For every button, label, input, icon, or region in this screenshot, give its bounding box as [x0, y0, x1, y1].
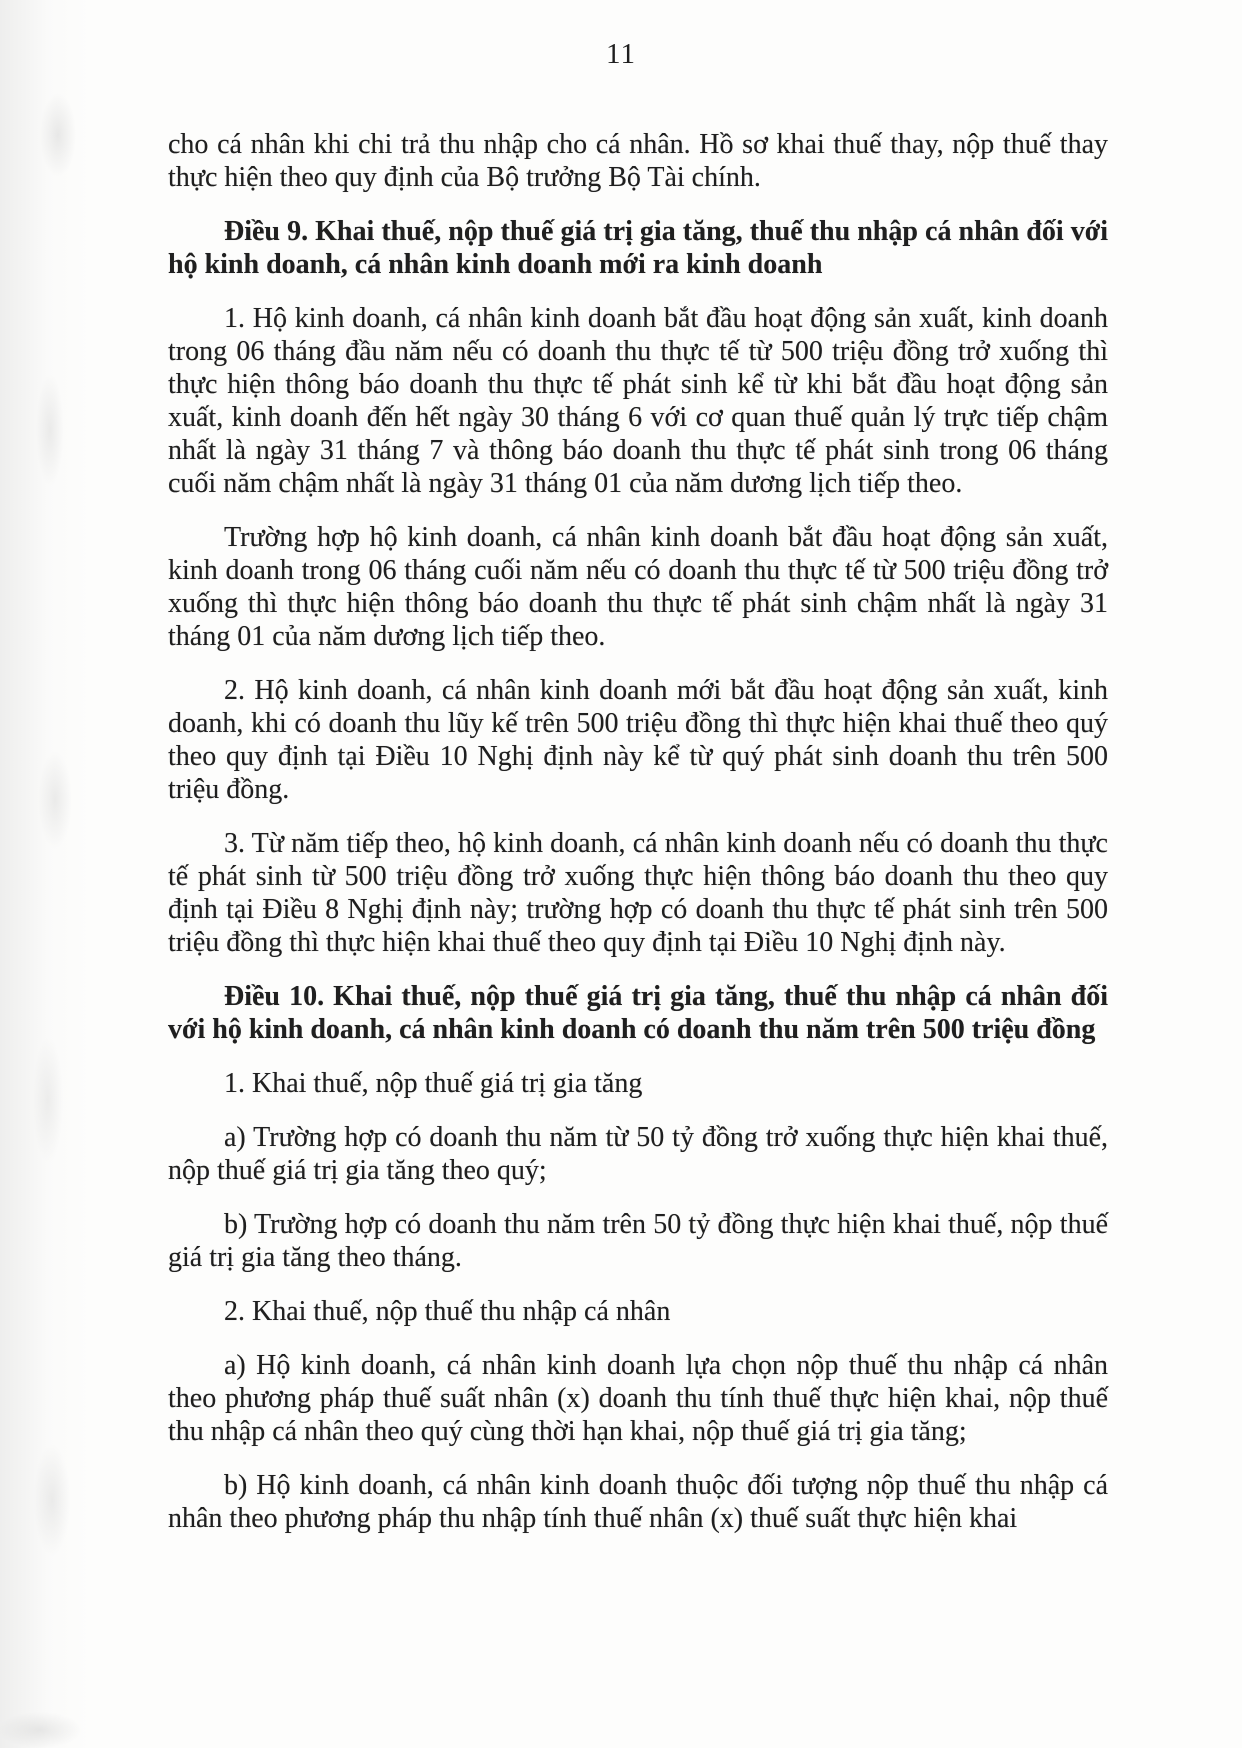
- article-9-clause-3: 3. Từ năm tiếp theo, hộ kinh doanh, cá nhân kinh doanh nếu có doanh thu thực tế phát sinh từ 500 triệu đồng trở xuống thực hiện thông báo doanh thu theo quy định tại Điều 8 Nghị định này; trường hợp có doanh thu thực tế phát sinh trên 500 triệu đồng thì thực hiện khai thuế theo quy định tại Điều 10 Nghị định này.: [168, 828, 1108, 958]
- article-10-point-2b: b) Hộ kinh doanh, cá nhân kinh doanh thuộc đối tượng nộp thuế thu nhập cá nhân theo phương pháp thu nhập tính thuế nhân (x) thuế suất thực hiện khai: [168, 1470, 1108, 1534]
- article-10-heading: Điều 10. Khai thuế, nộp thuế giá trị gia tăng, thuế thu nhập cá nhân đối với hộ kinh doanh, cá nhân kinh doanh có doanh thu năm trên 500 triệu đồng: [168, 981, 1108, 1045]
- article-10-clause-2: 2. Khai thuế, nộp thuế thu nhập cá nhân: [224, 1296, 671, 1327]
- article-10-point-1b: b) Trường hợp có doanh thu năm trên 50 tỷ đồng thực hiện khai thuế, nộp thuế giá trị gia tăng theo tháng.: [168, 1209, 1108, 1273]
- article-10-clause-1: 1. Khai thuế, nộp thuế giá trị gia tăng: [224, 1068, 643, 1099]
- article-10-point-2a: a) Hộ kinh doanh, cá nhân kinh doanh lựa chọn nộp thuế thu nhập cá nhân theo phương pháp thuế suất nhân (x) doanh thu tính thuế thực hiện khai, nộp thuế thu nhập cá nhân theo quý cùng thời hạn khai, nộp thuế giá trị gia tăng;: [168, 1350, 1108, 1447]
- article-9-clause-1-case-2: Trường hợp hộ kinh doanh, cá nhân kinh doanh bắt đầu hoạt động sản xuất, kinh doanh trong 06 tháng cuối năm nếu có doanh thu thực tế từ 500 triệu đồng trở xuống thì thực hiện thông báo doanh thu thực tế phát sinh chậm nhất là ngày 31 tháng 01 của năm dương lịch tiếp theo.: [168, 522, 1108, 652]
- scan-artifact-left-edge: [0, 0, 130, 1748]
- paragraph-continuation: cho cá nhân khi chi trả thu nhập cho cá nhân. Hồ sơ khai thuế thay, nộp thuế thay thực hiện theo quy định của Bộ trưởng Bộ Tài chính.: [168, 129, 1108, 193]
- article-10-point-1a: a) Trường hợp có doanh thu năm từ 50 tỷ đồng trở xuống thực hiện khai thuế, nộp thuế giá trị gia tăng theo quý;: [168, 1122, 1108, 1186]
- document-body: [168, 128, 1108, 1535]
- article-9-heading: Điều 9. Khai thuế, nộp thuế giá trị gia tăng, thuế thu nhập cá nhân đối với hộ kinh doanh, cá nhân kinh doanh mới ra kinh doanh: [168, 216, 1108, 280]
- article-9-clause-2: 2. Hộ kinh doanh, cá nhân kinh doanh mới bắt đầu hoạt động sản xuất, kinh doanh, khi có doanh thu lũy kế trên 500 triệu đồng thì thực hiện khai thuế theo quý theo quy định tại Điều 10 Nghị định này kể từ quý phát sinh doanh thu trên 500 triệu đồng.: [168, 675, 1108, 805]
- article-9-clause-1: 1. Hộ kinh doanh, cá nhân kinh doanh bắt đầu hoạt động sản xuất, kinh doanh trong 06 tháng đầu năm nếu có doanh thu thực tế từ 500 triệu đồng trở xuống thì thực hiện thông báo doanh thu thực tế phát sinh kể từ khi bắt đầu hoạt động sản xuất, kinh doanh đến hết ngày 30 tháng 6 với cơ quan thuế quản lý trực tiếp chậm nhất là ngày 31 tháng 7 và thông báo doanh thu thực tế phát sinh trong 06 tháng cuối năm chậm nhất là ngày 31 tháng 01 của năm dương lịch tiếp theo.: [168, 303, 1108, 499]
- page-number: 11: [606, 38, 636, 70]
